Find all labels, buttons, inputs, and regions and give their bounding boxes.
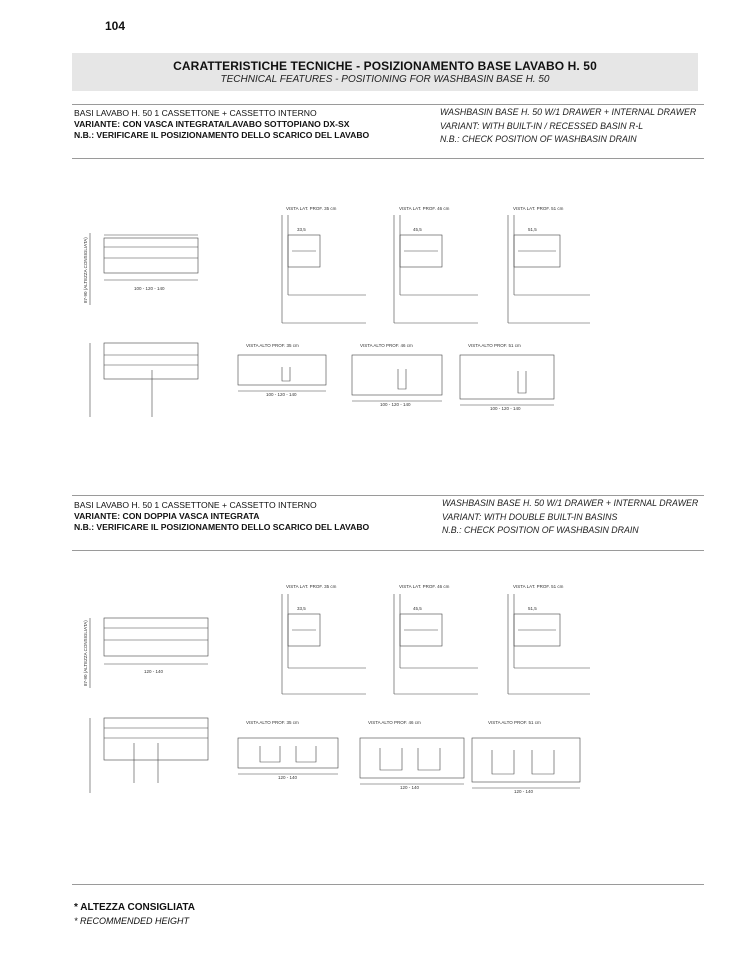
side-view-35	[282, 594, 366, 694]
side-view-top-dim: 45,5	[413, 227, 422, 232]
section1-en-line3: N.B.: CHECK POSITION OF WASHBASIN DRAIN	[440, 134, 637, 144]
top-view-46	[352, 355, 442, 401]
side-view-label: VISTA LAT. PROF. 51 cm	[513, 206, 564, 211]
page-title: CARATTERISTICHE TECNICHE - POSIZIONAMENTO BASE LAVABO H. 50	[173, 59, 597, 73]
top-view-label: VISTA ALTO PROF. 35 cm	[246, 720, 299, 725]
divider	[72, 884, 704, 885]
divider	[72, 104, 704, 105]
page-subtitle: TECHNICAL FEATURES - POSITIONING FOR WASHBASIN BASE H. 50	[220, 74, 550, 85]
top-view-51	[472, 738, 580, 788]
section1-description-en	[440, 106, 696, 147]
top-view-label: VISTA ALTO PROF. 51 cm	[468, 343, 521, 348]
section1-en-line2: VARIANT: WITH BUILT-IN / RECESSED BASIN R-L	[440, 120, 644, 131]
front-width: 120 - 140	[144, 669, 164, 674]
divider	[72, 495, 704, 496]
top-view-width: 100 - 120 - 140	[266, 392, 297, 397]
top-view-35	[238, 738, 338, 774]
section1-description-it	[74, 108, 369, 141]
side-view-label: VISTA LAT. PROF. 46 cm	[399, 584, 450, 589]
side-view-label: VISTA LAT. PROF. 51 cm	[513, 584, 564, 589]
title-bar	[72, 53, 698, 91]
top-view-label: VISTA ALTO PROF. 51 cm	[488, 720, 541, 725]
section2-line2: VARIANTE: CON DOPPIA VASCA INTEGRATA	[74, 511, 260, 521]
top-view-51	[460, 355, 554, 405]
front-section	[90, 718, 208, 793]
front-elevation	[90, 233, 198, 305]
front-section	[90, 343, 198, 417]
divider	[72, 550, 704, 551]
footnote-subtitle: * RECOMMENDED HEIGHT	[74, 916, 190, 926]
top-view-width: 120 - 140	[400, 785, 420, 790]
top-view-35	[238, 355, 326, 391]
side-view-35	[282, 215, 366, 323]
top-view-label: VISTA ALTO PROF. 35 cm	[246, 343, 299, 348]
top-view-46	[360, 738, 464, 784]
page-number: 104	[105, 19, 126, 33]
top-view-label: VISTA ALTO PROF. 46 cm	[360, 343, 413, 348]
divider	[72, 158, 704, 159]
section1-line3: N.B.: VERIFICARE IL POSIZIONAMENTO DELLO SCARICO DEL LAVABO	[74, 130, 370, 140]
section2-description-it	[74, 500, 369, 533]
side-view-top-dim: 51,5	[528, 227, 537, 232]
top-view-width: 100 - 120 - 140	[380, 402, 411, 407]
section1-line1: BASI LAVABO H. 50 1 CASSETTONE + CASSETTO INTERNO	[74, 108, 317, 118]
section2-en-line1: WASHBASIN BASE H. 50 W/1 DRAWER + INTERNAL DRAWER	[442, 498, 699, 508]
section2-description-en	[442, 497, 698, 538]
footnote-title: * ALTEZZA CONSIGLIATA	[74, 902, 195, 913]
section2-en-line3: N.B.: CHECK POSITION OF WASHBASIN DRAIN	[442, 525, 639, 535]
section2-technical-drawings	[70, 578, 680, 808]
height-label: 87-90 (ALTEZZA CONSIGLIATA)	[83, 620, 88, 686]
height-label: 87-90 (ALTEZZA CONSIGLIATA)	[83, 237, 88, 303]
side-view-top-dim: 45,5	[413, 606, 422, 611]
side-view-51	[508, 594, 590, 694]
section1-technical-drawings	[70, 195, 670, 430]
side-view-top-dim: 33,5	[297, 606, 306, 611]
side-view-top-dim: 51,5	[528, 606, 537, 611]
front-width: 100 - 120 - 140	[134, 286, 165, 291]
front-elevation	[90, 618, 208, 688]
side-view-label: VISTA LAT. PROF. 35 cm	[286, 584, 337, 589]
section2-line3: N.B.: VERIFICARE IL POSIZIONAMENTO DELLO SCARICO DEL LAVABO	[74, 522, 370, 532]
top-view-width: 120 - 140	[514, 789, 534, 794]
side-view-46	[394, 215, 478, 323]
section2-line1: BASI LAVABO H. 50 1 CASSETTONE + CASSETTO INTERNO	[74, 500, 317, 510]
section1-en-line1: WASHBASIN BASE H. 50 W/1 DRAWER + INTERNAL DRAWER	[440, 107, 697, 117]
section2-en-line2: VARIANT: WITH DOUBLE BUILT-IN BASINS	[442, 511, 618, 522]
top-view-label: VISTA ALTO PROF. 46 cm	[368, 720, 421, 725]
side-view-label: VISTA LAT. PROF. 46 cm	[399, 206, 450, 211]
top-view-width: 100 - 120 - 140	[490, 406, 521, 411]
top-view-width: 120 - 140	[278, 775, 298, 780]
section1-line2: VARIANTE: CON VASCA INTEGRATA/LAVABO SOTTOPIANO DX-SX	[74, 119, 350, 129]
side-view-top-dim: 33,5	[297, 227, 306, 232]
side-view-label: VISTA LAT. PROF. 35 cm	[286, 206, 337, 211]
side-view-46	[394, 594, 478, 694]
side-view-51	[508, 215, 590, 323]
